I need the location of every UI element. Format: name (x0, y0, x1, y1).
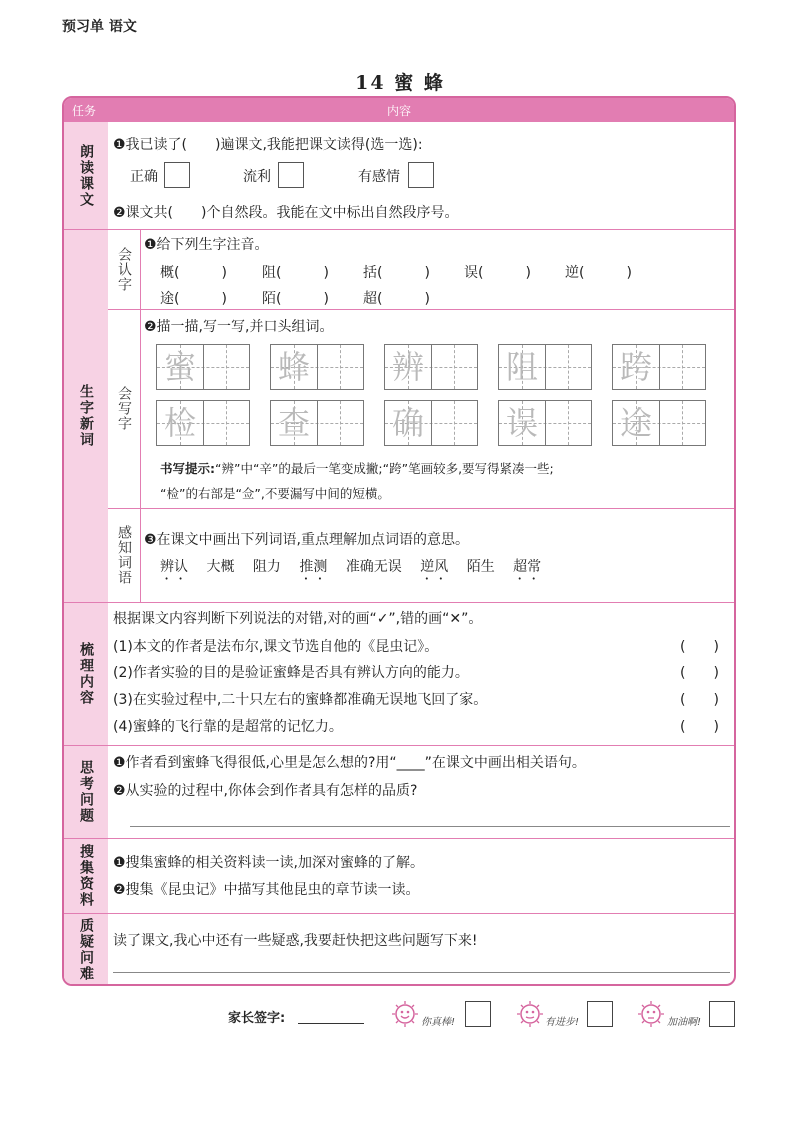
answer-slot[interactable]: ( ) (680, 719, 719, 735)
rating-checkbox[interactable] (709, 1001, 735, 1027)
task-label-reading: 朗读课文 (78, 143, 94, 208)
term: 阻力 (252, 559, 281, 575)
table-header (64, 98, 734, 122)
smiley-sun-icon (515, 999, 549, 1029)
think-question-2: ❷从实验的过程中,你体会到作者具有怎样的品质? (113, 783, 418, 799)
sub-label-perceive: 感知词语 (116, 525, 132, 585)
term: 陌生 (466, 559, 495, 575)
writing-tip-line1 (160, 459, 554, 477)
trace-character: 蜂 (277, 348, 310, 386)
writing-tip-line2: “检”的右部是“佥”,不要漏写中间的短横。 (160, 486, 390, 501)
reading-line2: ❷课文共( )个自然段。我能在文中标出自然段序号。 (113, 205, 459, 221)
term-dotted: 超常 (513, 559, 542, 575)
rating-label: 加油啊! (667, 1017, 702, 1028)
option-checkbox[interactable] (278, 162, 304, 188)
divider (64, 745, 736, 746)
recognize-intro: ❶给下列生字注音。 (144, 237, 269, 253)
task-label-sort: 梳理内容 (78, 641, 94, 706)
divider (64, 602, 736, 603)
task-label-words: 生字新词 (78, 383, 94, 448)
task-label-think: 思考问题 (78, 759, 94, 824)
answer-slot[interactable]: ( ) (680, 692, 719, 708)
task-label-question: 质疑问难 (78, 917, 94, 982)
trace-character: 确 (391, 404, 424, 442)
writing-tip-title: 书写提示: (160, 461, 215, 476)
signature-label: 家长签字: (228, 1011, 286, 1026)
trace-character: 蜜 (163, 348, 196, 386)
sub-divider (140, 229, 141, 602)
pinyin-item: 陌( ) (262, 291, 329, 307)
trace-character: 跨 (619, 348, 652, 386)
divider (64, 913, 736, 914)
writing-tip-text: “辨”中“辛”的最后一笔变成撇;“跨”笔画较多,要写得紧凑一些; (215, 461, 554, 476)
writing-grid[interactable] (612, 344, 706, 390)
term: 大概 (206, 559, 235, 575)
think-question-1: ❶作者看到蜜蜂飞得很低,心里是怎么想的?用“____”在课文中画出相关语句。 (113, 755, 586, 771)
trace-character: 查 (277, 404, 310, 442)
pinyin-item: 途( ) (160, 291, 227, 307)
term-dotted: 推测 (299, 559, 328, 575)
writing-grid[interactable] (498, 344, 592, 390)
statement-item: (4)蜜蜂的飞行靠的是超常的记忆力。 (113, 719, 343, 735)
pinyin-item: 概( ) (160, 265, 227, 281)
smiley-sun-icon (636, 999, 670, 1029)
sub-divider (108, 508, 736, 509)
statement-item: (3)在实验过程中,二十只左右的蜜蜂都准确无误地飞回了家。 (113, 692, 488, 708)
trace-character: 误 (505, 404, 538, 442)
writing-grid[interactable] (384, 400, 478, 446)
term-dotted: 逆风 (420, 559, 449, 575)
divider (64, 838, 736, 839)
pinyin-item: 括( ) (363, 265, 430, 281)
writing-grid[interactable] (270, 344, 364, 390)
pinyin-item: 阻( ) (262, 265, 329, 281)
page-title: 14 蜜 蜂 (355, 72, 445, 94)
option-label: 正确 (130, 169, 158, 185)
task-column-header: 任务 (72, 104, 97, 118)
trace-character: 检 (163, 404, 196, 442)
writing-grid[interactable] (498, 400, 592, 446)
term-list (160, 556, 541, 583)
collect-item-2: ❷搜集《昆虫记》中描写其他昆虫的章节读一读。 (113, 882, 420, 898)
reading-line1: ❶我已读了( )遍课文,我能把课文读得(选一选): (113, 137, 423, 153)
writing-grid[interactable] (270, 400, 364, 446)
divider (64, 229, 736, 230)
option-label: 有感情 (358, 169, 400, 185)
answer-line[interactable] (113, 972, 730, 973)
perceive-intro: ❸在课文中画出下列词语,重点理解加点词语的意思。 (144, 532, 469, 548)
pinyin-item: 逆( ) (565, 265, 632, 281)
smiley-sun-icon (390, 999, 424, 1029)
term: 准确无误 (345, 559, 402, 575)
answer-line[interactable] (130, 826, 730, 827)
trace-character: 阻 (505, 348, 538, 386)
option-checkbox[interactable] (164, 162, 190, 188)
sub-label-write: 会写字 (116, 386, 132, 431)
task-label-collect: 搜集资料 (78, 843, 94, 908)
writing-grid[interactable] (156, 344, 250, 390)
pinyin-item: 超( ) (363, 291, 430, 307)
writing-grid[interactable] (612, 400, 706, 446)
pinyin-item: 误( ) (464, 265, 531, 281)
sub-label-recognize: 会认字 (116, 246, 132, 292)
trace-character: 辨 (391, 348, 424, 386)
collect-item-1: ❶搜集蜜蜂的相关资料读一读,加深对蜜蜂的了解。 (113, 855, 424, 871)
page-header: 预习单 语文 (62, 19, 137, 35)
writing-grid[interactable] (384, 344, 478, 390)
answer-slot[interactable]: ( ) (680, 639, 719, 655)
sub-divider (108, 309, 736, 310)
rating-checkbox[interactable] (465, 1001, 491, 1027)
rating-label: 你真棒! (421, 1017, 456, 1028)
rating-checkbox[interactable] (587, 1001, 613, 1027)
statement-item: (1)本文的作者是法布尔,课文节选自他的《昆虫记》。 (113, 639, 439, 655)
trace-character: 途 (619, 404, 652, 442)
content-column-header: 内容 (386, 104, 411, 118)
sort-intro: 根据课文内容判断下列说法的对错,对的画“✓”,错的画“✕”。 (113, 611, 483, 627)
answer-slot[interactable]: ( ) (680, 665, 719, 681)
writing-grid[interactable] (156, 400, 250, 446)
term-dotted: 辨认 (160, 559, 188, 575)
signature-line[interactable] (298, 1023, 364, 1024)
write-intro: ❷描一描,写一写,并口头组词。 (144, 319, 334, 335)
question-prompt: 读了课文,我心中还有一些疑惑,我要赶快把这些问题写下来! (113, 933, 478, 949)
statement-item: (2)作者实验的目的是验证蜜蜂是否具有辨认方向的能力。 (113, 665, 469, 681)
option-label: 流利 (243, 169, 271, 185)
rating-label: 有进步! (545, 1017, 580, 1028)
option-checkbox[interactable] (408, 162, 434, 188)
